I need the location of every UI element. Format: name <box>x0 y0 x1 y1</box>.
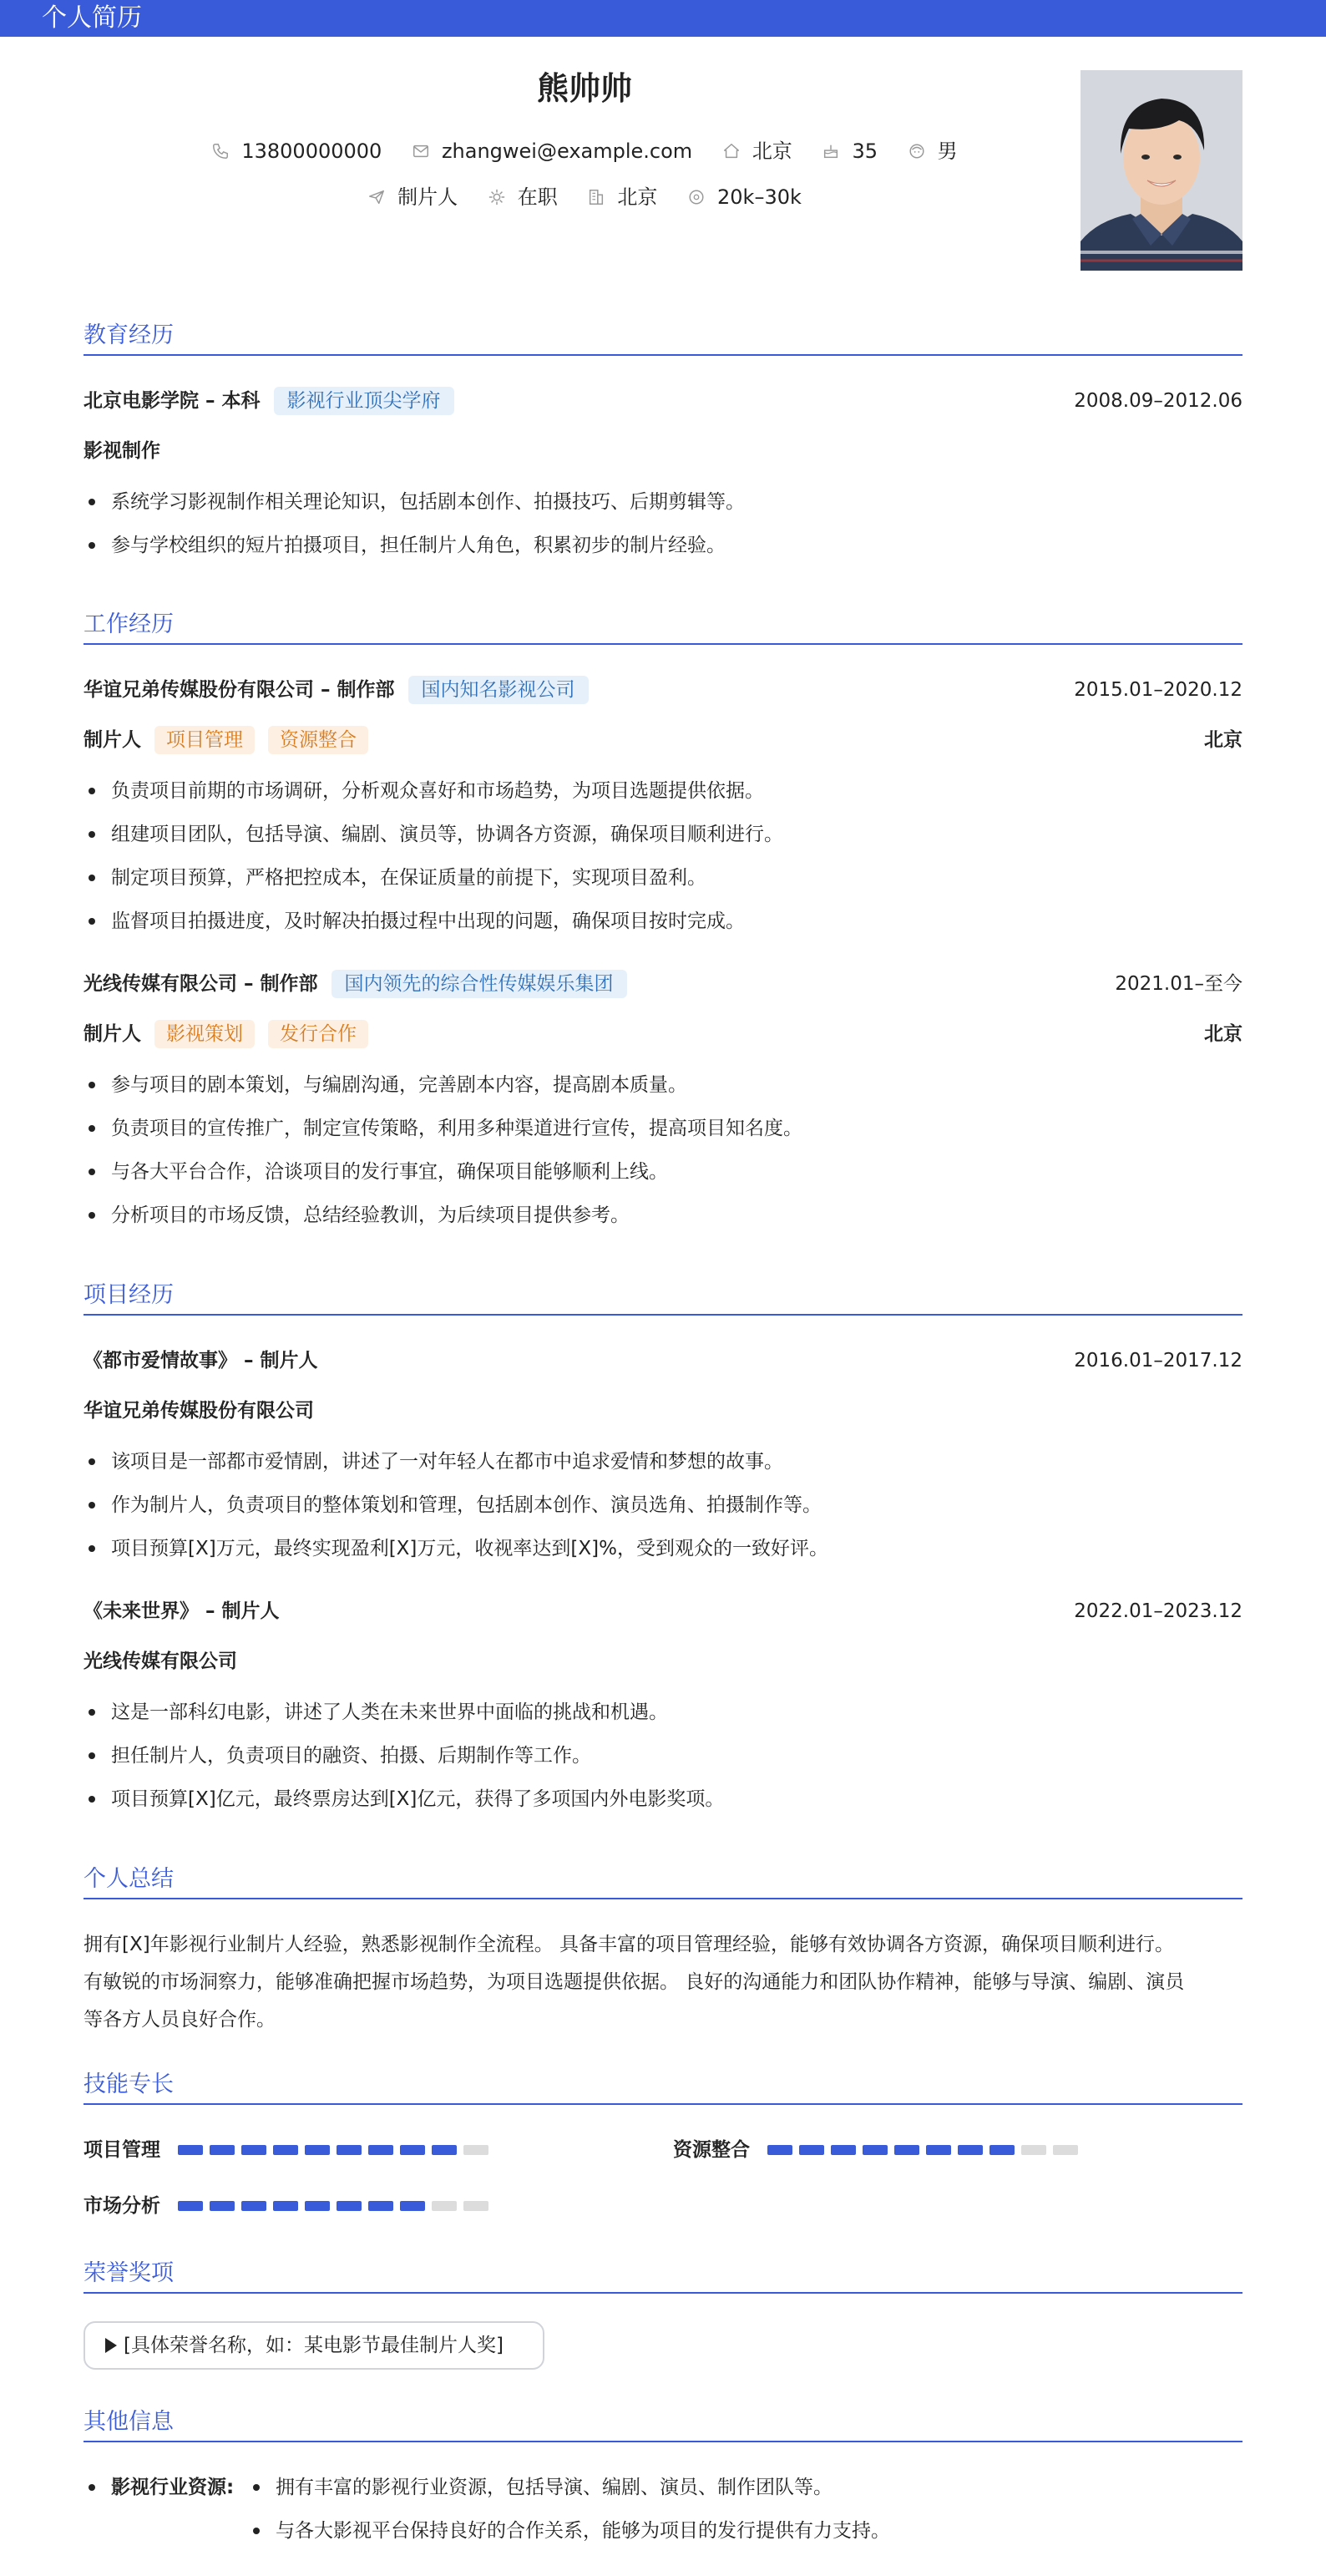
skill-segment-empty <box>1053 2145 1078 2155</box>
job-bullet: 负责项目的宣传推广，制定宣传策略，利用多种渠道进行宣传，提高项目知名度。 <box>84 1112 1242 1145</box>
project-name: 《未来世界》 – 制片人 <box>84 1600 280 1622</box>
education-major: 影视制作 <box>84 440 160 462</box>
summary-line: 拥有[X]年影视行业制片人经验，熟悉影视制作全流程。 具备丰富的项目管理经验，能够有效协调各方资源，确保项目顺利进行。 <box>84 1934 1175 1955</box>
job-header-row <box>84 967 1242 1001</box>
job-role: 制片人 <box>84 729 141 751</box>
skill-segment-filled <box>863 2145 888 2155</box>
job-bullet: 监督项目拍摄进度，及时解决拍摄过程中出现的问题，确保项目按时完成。 <box>84 905 1242 938</box>
project-bullet: 这是一部科幻电影，讲述了人类在未来世界中面临的挑战和机遇。 <box>84 1696 1242 1729</box>
job-period: 2021.01–至今 <box>1115 973 1242 995</box>
email-text: zhangwei@example.com <box>441 139 693 163</box>
skill-segment-filled <box>767 2145 792 2155</box>
status-item <box>488 183 558 211</box>
education-school-tag: 影视行业顶尖学府 <box>274 387 454 415</box>
project-name: 《都市爱情故事》 – 制片人 <box>84 1350 318 1372</box>
work-city-item <box>587 183 657 211</box>
project-period: 2016.01–2017.12 <box>1074 1350 1242 1372</box>
job-role-row <box>84 723 1242 757</box>
other-label: 影视行业资源: <box>84 2471 234 2504</box>
education-title: 教育经历 <box>84 322 174 348</box>
profile-photo <box>1081 70 1242 271</box>
skill-segment-filled <box>926 2145 951 2155</box>
education-school: 北京电影学院 – 本科 <box>84 390 261 412</box>
age-text: 35 <box>852 139 878 163</box>
other-item: 与各大影视平台保持良好的合作关系，能够为项目的发行提供有力支持。 <box>248 2514 890 2548</box>
education-divider <box>84 354 1242 356</box>
job-company: 华谊兄弟传媒股份有限公司 – 制作部 <box>84 679 395 701</box>
job-bullet: 参与项目的剧本策划，与编剧沟通，完善剧本内容，提高剧本质量。 <box>84 1068 1242 1102</box>
city-text: 北京 <box>752 139 792 163</box>
job-company: 光线传媒有限公司 – 制作部 <box>84 973 318 995</box>
contact-row <box>0 137 1169 165</box>
job-role-row <box>84 1017 1242 1051</box>
award-text: [具体荣誉名称，如：某电影节最佳制片人奖] <box>124 2335 504 2356</box>
phone-icon <box>211 142 230 160</box>
skill-segment-filled <box>368 2145 393 2155</box>
job-period: 2015.01–2020.12 <box>1074 679 1242 701</box>
skill-segment-filled <box>400 2145 425 2155</box>
building-icon <box>587 188 605 206</box>
project-company: 华谊兄弟传媒股份有限公司 <box>84 1400 314 1422</box>
job-row <box>0 183 1169 211</box>
skill-segment-filled <box>989 2145 1015 2155</box>
job-skill-tag: 影视策划 <box>154 1020 255 1048</box>
skill-segment-filled <box>958 2145 983 2155</box>
home-icon <box>722 142 741 160</box>
gender-icon <box>908 142 926 160</box>
projects-title: 项目经历 <box>84 1282 174 1308</box>
job-skill-tag: 发行合作 <box>268 1020 368 1048</box>
skill-name: 资源整合 <box>673 2139 750 2161</box>
awards-title: 荣誉奖项 <box>84 2260 174 2286</box>
header-bar <box>0 0 1326 37</box>
job-bullet: 与各大平台合作，洽谈项目的发行事宜，确保项目能够顺利上线。 <box>84 1155 1242 1189</box>
job-skill-tag: 项目管理 <box>154 726 255 754</box>
job-location: 北京 <box>1204 1023 1242 1045</box>
job-bullet: 分析项目的市场反馈，总结经验教训，为后续项目提供参考。 <box>84 1199 1242 1232</box>
skill-segment-filled <box>305 2145 330 2155</box>
salary-item <box>687 183 802 211</box>
award-item[interactable] <box>84 2321 544 2370</box>
skill-segment-empty <box>463 2145 488 2155</box>
job-text: 制片人 <box>397 185 458 209</box>
skill-level-bar <box>178 2145 495 2157</box>
summary-line: 等各方人员良好合作。 <box>84 2009 276 2031</box>
project-bullet: 该项目是一部都市爱情剧，讲述了一对年轻人在都市中追求爱情和梦想的故事。 <box>84 1445 1242 1478</box>
job-bullet: 负责项目前期的市场调研，分析观众喜好和市场趋势，为项目选题提供依据。 <box>84 774 1242 808</box>
job-role: 制片人 <box>84 1023 141 1045</box>
job-role-line <box>84 1017 368 1051</box>
email-item <box>412 137 692 165</box>
gender-text: 男 <box>937 139 958 163</box>
education-school-line <box>84 384 454 418</box>
send-icon <box>367 188 386 206</box>
salary-icon <box>687 188 706 206</box>
job-role-line <box>84 723 368 757</box>
job-company-tag: 国内领先的综合性传媒娱乐集团 <box>332 970 627 998</box>
skill-segment-filled <box>241 2201 266 2211</box>
skill-segment-filled <box>432 2145 457 2155</box>
job-company-line <box>84 673 589 707</box>
gender-item <box>908 137 958 165</box>
education-bullet: 系统学习影视制作相关理论知识，包括剧本创作、拍摄技巧、后期剪辑等。 <box>84 485 1242 519</box>
project-company-row <box>84 1645 1242 1678</box>
city-item <box>722 137 792 165</box>
skill-segment-filled <box>799 2145 824 2155</box>
job-company-line <box>84 967 627 1001</box>
skill-segment-filled <box>305 2201 330 2211</box>
work-title: 工作经历 <box>84 611 174 637</box>
summary-divider <box>84 1898 1242 1899</box>
other-divider <box>84 2441 1242 2442</box>
project-period: 2022.01–2023.12 <box>1074 1600 1242 1622</box>
cake-icon <box>822 142 840 160</box>
other-item: 拥有丰富的影视行业资源，包括导演、编剧、演员、制作团队等。 <box>248 2471 833 2504</box>
job-location: 北京 <box>1204 729 1242 751</box>
skill-segment-filled <box>241 2145 266 2155</box>
mail-icon <box>412 142 430 160</box>
skill-level-bar <box>767 2145 1085 2157</box>
phone-item <box>211 137 382 165</box>
skill-segment-filled <box>400 2201 425 2211</box>
status-icon <box>488 188 506 206</box>
skill-segment-filled <box>178 2145 203 2155</box>
expand-triangle-icon <box>105 2338 117 2353</box>
project-bullet: 项目预算[X]万元，最终实现盈利[X]万元，收视率达到[X]%，受到观众的一致好评。 <box>84 1532 1242 1565</box>
avatar <box>1081 70 1242 271</box>
job-bullet: 制定项目预算，严格把控成本，在保证质量的前提下，实现项目盈利。 <box>84 861 1242 895</box>
project-company-row <box>84 1394 1242 1427</box>
skill-segment-filled <box>337 2201 362 2211</box>
summary-title: 个人总结 <box>84 1866 174 1892</box>
skill-segment-filled <box>337 2145 362 2155</box>
project-header-row <box>84 1595 1242 1628</box>
skill-segment-empty <box>463 2201 488 2211</box>
education-row <box>84 384 1242 418</box>
skill-segment-filled <box>273 2201 298 2211</box>
other-title: 其他信息 <box>84 2409 174 2435</box>
job-bullet: 组建项目团队，包括导演、编剧、演员等，协调各方资源，确保项目顺利进行。 <box>84 818 1242 851</box>
education-bullet: 参与学校组织的短片拍摄项目，担任制片人角色，积累初步的制片经验。 <box>84 529 1242 562</box>
project-company: 光线传媒有限公司 <box>84 1651 237 1672</box>
skill-segment-filled <box>210 2145 235 2155</box>
skill-segment-filled <box>368 2201 393 2211</box>
skills-divider <box>84 2103 1242 2105</box>
skill-level-bar <box>178 2201 495 2213</box>
skill-segment-filled <box>178 2201 203 2211</box>
work-city-text: 北京 <box>617 185 658 209</box>
job-item <box>367 183 458 211</box>
project-bullet: 作为制片人，负责项目的整体策划和管理，包括剧本创作、演员选角、拍摄制作等。 <box>84 1488 1242 1522</box>
status-text: 在职 <box>517 185 558 209</box>
education-period: 2008.09–2012.06 <box>1074 390 1242 412</box>
skill-segment-filled <box>273 2145 298 2155</box>
salary-text: 20k–30k <box>717 185 802 209</box>
skill-segment-empty <box>432 2201 457 2211</box>
job-company-tag: 国内知名影视公司 <box>408 676 589 704</box>
candidate-name: 熊帅帅 <box>536 70 632 107</box>
skill-name: 项目管理 <box>84 2139 160 2161</box>
skill-segment-filled <box>210 2201 235 2211</box>
projects-divider <box>84 1314 1242 1316</box>
awards-divider <box>84 2292 1242 2294</box>
job-skill-tag: 资源整合 <box>268 726 368 754</box>
age-item <box>822 137 878 165</box>
work-divider <box>84 643 1242 645</box>
job-header-row <box>84 673 1242 707</box>
education-major-row <box>84 434 1242 468</box>
summary-line: 有敏锐的市场洞察力，能够准确把握市场趋势，为项目选题提供依据。 良好的沟通能力和团队协作精神，能够与导演、编剧、演员 <box>84 1971 1185 1993</box>
phone-text: 13800000000 <box>241 139 382 163</box>
project-bullet: 项目预算[X]亿元，最终票房达到[X]亿元，获得了多项国内外电影奖项。 <box>84 1782 1242 1816</box>
header-title: 个人简历 <box>42 3 142 33</box>
skill-segment-filled <box>894 2145 919 2155</box>
skill-name: 市场分析 <box>84 2195 160 2217</box>
skill-segment-empty <box>1021 2145 1046 2155</box>
project-header-row <box>84 1344 1242 1377</box>
project-bullet: 担任制片人，负责项目的融资、拍摄、后期制作等工作。 <box>84 1739 1242 1772</box>
skill-segment-filled <box>831 2145 856 2155</box>
skills-title: 技能专长 <box>84 2071 174 2097</box>
